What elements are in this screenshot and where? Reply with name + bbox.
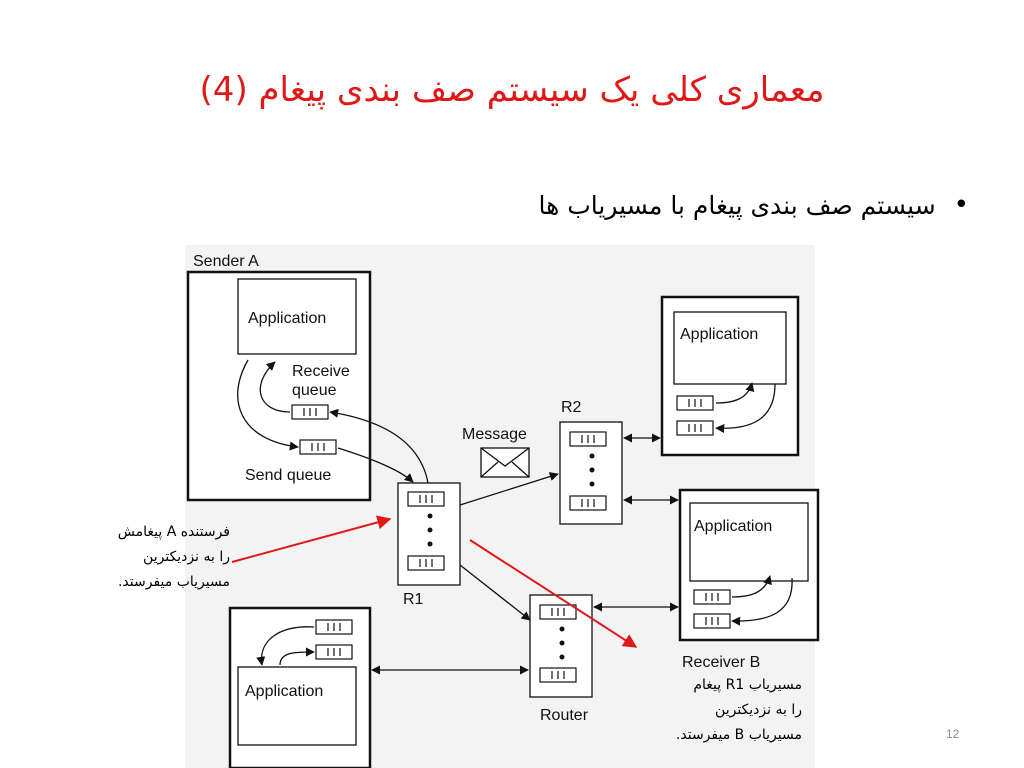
- bullet-dot-icon: •: [953, 190, 969, 220]
- left-annotation-arrow: [232, 519, 390, 562]
- top-right-queue-2-icon: [677, 421, 713, 435]
- receiver-b-application-label: Application: [694, 518, 773, 535]
- bottom-left-application-box: [238, 667, 356, 745]
- bullet-text: سیستم صف بندی پیغام با مسیریاب ها: [538, 190, 936, 220]
- top-right-queue-1-icon: [677, 396, 713, 410]
- r1-queue-top-icon: [408, 492, 444, 506]
- right-note-line-2: را به نزدیکترین: [715, 702, 802, 718]
- router-queue-top-icon: [540, 605, 576, 619]
- receiver-b-queue-1-icon: [694, 590, 730, 604]
- sender-a-application-label: Application: [248, 310, 327, 327]
- left-note-line-3: مسیریاب میفرستد.: [117, 574, 230, 590]
- r2-queue-bottom-icon: [570, 496, 606, 510]
- r2-label: R2: [561, 399, 582, 416]
- router-queue-bottom-icon: [540, 668, 576, 682]
- router-label: Router: [540, 707, 589, 724]
- left-note-line-2: را به نزدیکترین: [143, 549, 230, 565]
- bottom-left-application-label: Application: [245, 683, 324, 700]
- right-note-line-1: مسیریاب R1 پیغام: [693, 677, 802, 693]
- sender-a-label: Sender A: [193, 253, 259, 270]
- receive-queue-label-1: Receive: [292, 363, 350, 380]
- sender-send-queue-icon: [300, 440, 336, 454]
- message-label: Message: [462, 426, 527, 443]
- send-queue-label: Send queue: [245, 467, 332, 484]
- right-annotation-note: [676, 673, 802, 748]
- bottom-left-queue-1-icon: [316, 620, 352, 634]
- left-annotation-note: [118, 520, 230, 595]
- r1-label: R1: [403, 591, 424, 608]
- r2-queue-top-icon: [570, 432, 606, 446]
- envelope-icon: [481, 448, 529, 477]
- receiver-b-queue-2-icon: [694, 614, 730, 628]
- bottom-left-queue-2-icon: [316, 645, 352, 659]
- top-right-application-label: Application: [680, 326, 759, 343]
- r1-queue-bottom-icon: [408, 556, 444, 570]
- receiver-b-application-box: [690, 503, 808, 581]
- left-note-line-1: فرستنده A پیغامش: [117, 524, 230, 540]
- right-note-line-3: مسیریاب B میفرستد.: [675, 727, 802, 743]
- slide-title: معماری کلی یک سیستم صف بندی پیغام (4): [199, 70, 825, 110]
- receive-queue-label-2: queue: [292, 382, 337, 399]
- top-right-application-box: [674, 312, 786, 384]
- sender-receive-queue-icon: [292, 405, 328, 419]
- receiver-b-label: Receiver B: [682, 654, 761, 671]
- page-number: 12: [946, 727, 960, 741]
